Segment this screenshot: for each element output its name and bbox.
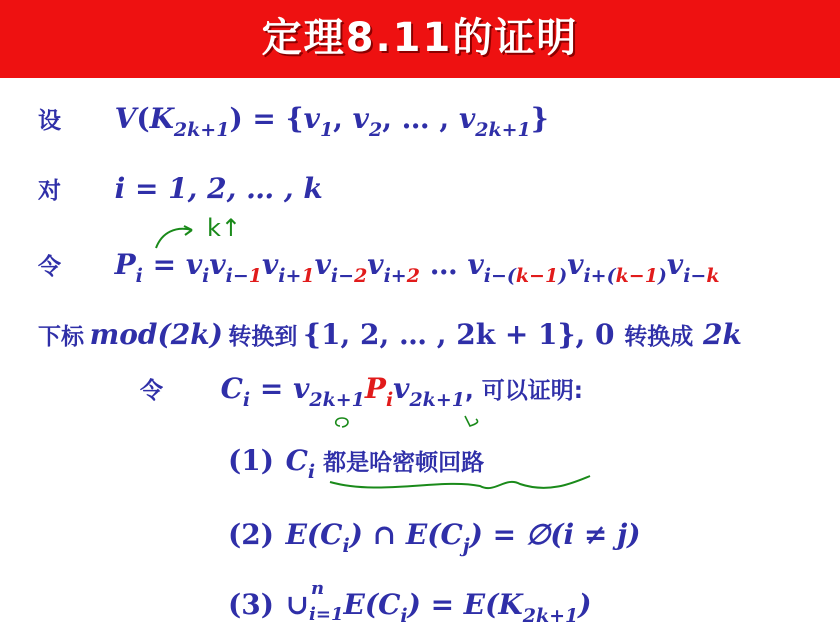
converted-into: 转换成: [624, 324, 694, 350]
can-prove-text: , 可以证明:: [464, 378, 583, 404]
claim-2-formula: $E(C_i)$ ∩ $E(C_j)$ = ∅(i ≠ j): [285, 518, 641, 557]
claim-3-number: (3): [228, 588, 274, 621]
index-range-formula: i = 1, 2, … , k: [114, 172, 323, 205]
keyword-for: 对: [38, 178, 61, 204]
line-cycle-definition: [140, 372, 583, 411]
handwritten-kt-note: k↑: [207, 214, 242, 242]
keyword-let: 设: [38, 108, 61, 134]
mid-converted-to: 转换到: [228, 324, 298, 350]
line-path-definition: [38, 248, 720, 287]
line-vertex-set: [38, 102, 549, 141]
line-index-range: [38, 172, 323, 205]
zero-value: 0: [585, 318, 625, 351]
two-k-value: 2k: [693, 318, 742, 351]
cycle-formula: $C_i = v_{2k+1}P_iv_{2k+1}$: [220, 372, 465, 411]
mod-expression: mod(2k): [89, 318, 223, 351]
page-title: 定理8.11的证明: [261, 15, 579, 61]
claim-1-text: 都是哈密顿回路: [315, 450, 485, 476]
keyword-define-2: 令: [140, 378, 163, 404]
claim-1-number: (1): [228, 444, 274, 477]
keyword-define: 令: [38, 254, 61, 280]
handwritten-marks: [330, 412, 510, 432]
line-index-mod: [38, 318, 742, 351]
claim-3: [228, 578, 592, 627]
claim-2-number: (2): [228, 518, 274, 551]
claim-3-formula: ∪ n i=1 $E(C_i) = E(K_{2k+1})$: [285, 578, 592, 627]
path-formula: $P_i = v_iv_{i-1}v_{i+1}v_{i-2}v_{i+2}$ … $v_{i-(k-1)}v_{i+(k-1)}v_{i-k}$: [114, 248, 720, 287]
claim-1-cycle: $C_i$: [285, 444, 316, 483]
title-banner: [0, 0, 840, 78]
claim-1: [228, 444, 485, 483]
claim-2: [228, 518, 641, 557]
vertex-set-formula: $V(K_{2k+1}) = \{v_1$, $v_2$, … , $v_{2k+1}$}: [114, 102, 549, 141]
prefix-subscript: 下标: [38, 324, 84, 350]
target-set: {1, 2, … , 2k + 1},: [303, 318, 586, 351]
